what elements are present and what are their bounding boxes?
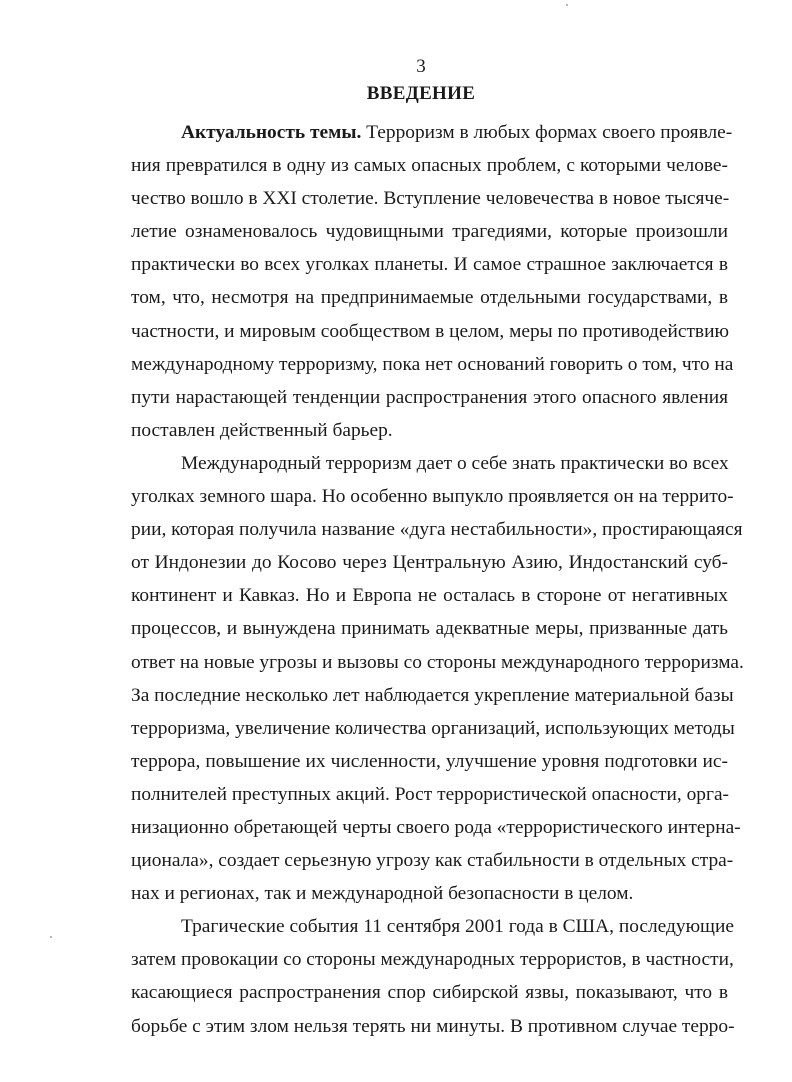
scan-speck: [50, 936, 52, 938]
paragraph-2-line: процессов, и вынуждена принимать адекватные меры, призванные дать: [131, 618, 728, 640]
scan-speck: [566, 4, 568, 6]
paragraph-2-line: уголках земного шара. Но особенно выпукло проявляется он на террито-: [131, 486, 734, 508]
paragraph-1-line: поставлен действенный барьер.: [131, 419, 393, 441]
paragraph-2-line: низационно обретающей черты своего рода «террористического интерна-: [131, 816, 741, 838]
paragraph-3-line: Трагические события 11 сентября 2001 года в США, последующие: [181, 916, 734, 938]
paragraph-3-line: касающиеся распространения спор сибирской язвы, показывают, что в: [131, 982, 728, 1004]
paragraph-1-line: пути нарастающей тенденции распространения этого опасного явления: [131, 386, 728, 408]
paragraph-2-line: ответ на новые угрозы и вызовы со стороны международного терроризма.: [131, 651, 744, 673]
paragraph-1-line: международному терроризму, пока нет оснований говорить о том, что на: [131, 353, 734, 375]
paragraph-1-line-text: Терроризм в любых формах своего проявле-: [361, 122, 733, 143]
paragraph-2-line: террора, повышение их численности, улучшение уровня подготовки ис-: [131, 750, 728, 772]
section-title: ВВЕДЕНИЕ: [366, 83, 476, 104]
paragraph-2-line: ционала», создает серьезную угрозу как стабильности в отдельных стра-: [131, 850, 734, 872]
paragraph-1-line: ния превратился в одну из самых опасных проблем, с которыми челове-: [131, 155, 728, 177]
paragraph-2-line: За последние несколько лет наблюдается укрепление материальной базы: [131, 684, 734, 706]
paragraph-2-line: терроризма, увеличение количества организаций, использующих методы: [131, 717, 735, 739]
paragraph-2-line: полнителей преступных акций. Рост террористической опасности, орга-: [131, 783, 730, 805]
paragraph-3-line: борьбе с этим злом нельзя терять ни минуты. В противном случае терро-: [131, 1015, 735, 1037]
body-text: [131, 116, 744, 1043]
paragraph-2-line: рии, которая получила название «дуга нестабильности», простирающаяся: [131, 519, 743, 541]
paragraph-1-lead: Актуальность темы.: [181, 122, 362, 143]
paragraph-1-line: практически во всех уголках планеты. И самое страшное заключается в: [131, 254, 728, 276]
paragraph-3-line: затем провокации со стороны международных террористов, в частности,: [131, 949, 734, 971]
paragraph-2-line: Международный терроризм дает о себе знать практически во всех: [181, 452, 729, 474]
paragraph-2-line: континент и Кавказ. Но и Европа не осталась в стороне от негативных: [131, 585, 728, 607]
paragraph-1-line: частности, и мировым сообществом в целом, меры по противодействию: [131, 320, 729, 342]
page-number: 3: [416, 56, 426, 77]
paragraph-2-line: от Индонезии до Косово через Центральную Азию, Индостанский суб-: [131, 552, 728, 574]
paragraph-1-line: том, что, несмотря на предпринимаемые отдельными государствами, в: [131, 287, 728, 309]
paragraph-1-line: чество вошло в XXI столетие. Вступление человечества в новое тысяче-: [131, 188, 730, 210]
paragraph-1-line: летие ознаменовалось чудовищными трагедиями, которые произошли: [131, 221, 728, 243]
paragraph-2-line: нах и регионах, так и международной безопасности в целом.: [131, 883, 634, 905]
paragraph-1-line: [131, 116, 733, 149]
